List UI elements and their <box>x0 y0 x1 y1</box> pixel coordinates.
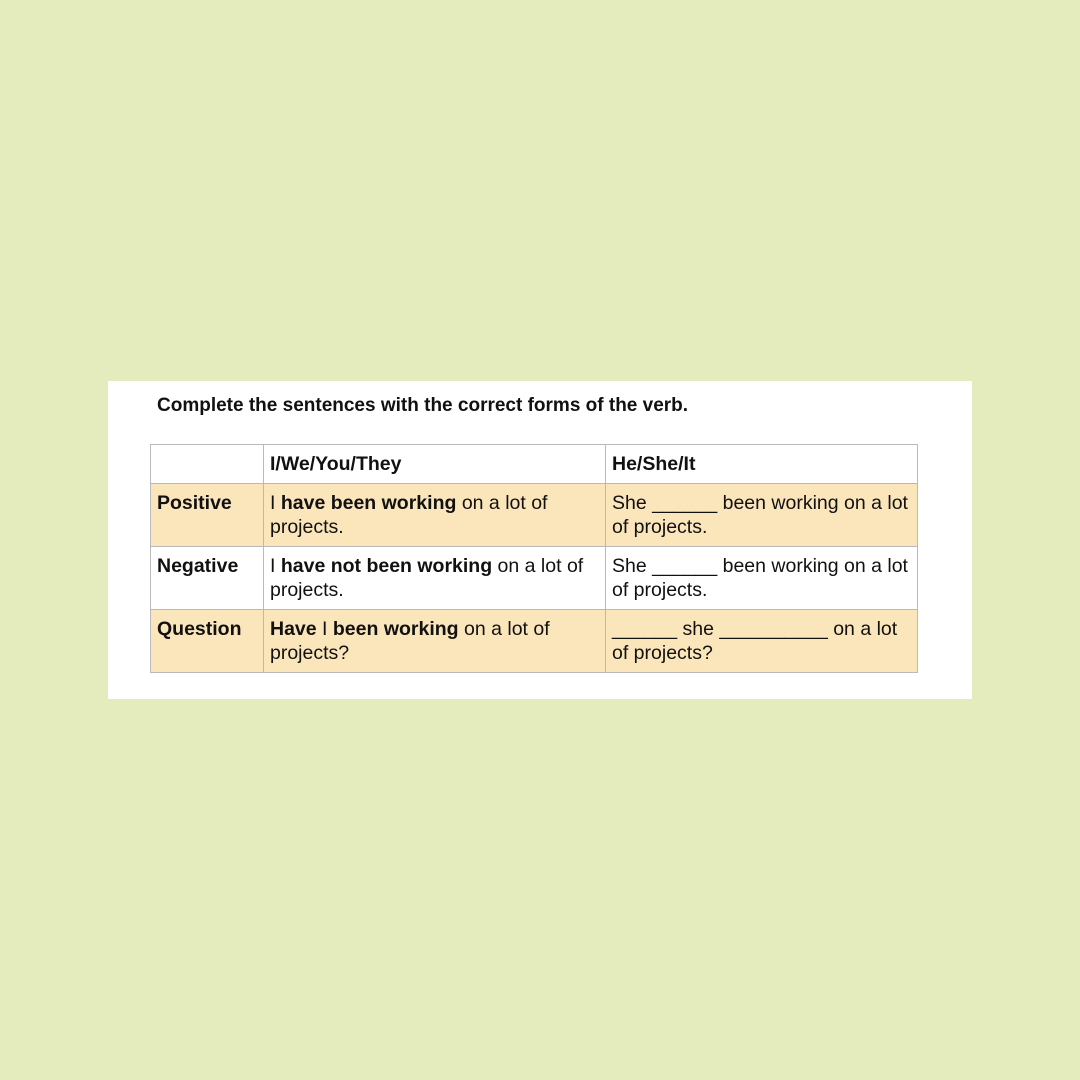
negative-singular-sentence: She ______ been working on a lot of projects. <box>606 547 918 610</box>
header-singular-pronouns: He/She/It <box>606 445 918 484</box>
question-singular-sentence: ______ she __________ on a lot of projects? <box>606 610 918 673</box>
header-blank-cell <box>151 445 264 484</box>
table-row-question <box>151 610 918 673</box>
row-label-positive: Positive <box>151 484 264 547</box>
sentence-text: on a lot of projects. <box>270 555 584 601</box>
worksheet-card <box>108 381 972 699</box>
positive-plural-sentence <box>264 484 606 547</box>
table-row-positive <box>151 484 918 547</box>
verb-form-bold: have been working <box>280 492 457 514</box>
negative-plural-sentence <box>264 547 606 610</box>
verb-form-bold: Have <box>270 618 317 640</box>
sentence-text: I <box>316 618 333 640</box>
sentence-text: I <box>270 555 281 577</box>
sentence-text: on a lot of projects? <box>270 618 550 664</box>
question-plural-sentence <box>264 610 606 673</box>
grammar-table <box>150 444 918 673</box>
verb-form-bold: been working <box>332 618 459 640</box>
header-plural-pronouns: I/We/You/They <box>264 445 606 484</box>
positive-singular-sentence: She ______ been working on a lot of projects. <box>606 484 918 547</box>
row-label-negative: Negative <box>151 547 264 610</box>
table-row-negative <box>151 547 918 610</box>
sentence-text: I <box>270 492 281 514</box>
verb-form-bold: have not been working <box>280 555 493 577</box>
sentence-text: on a lot of projects. <box>270 492 548 538</box>
row-label-question: Question <box>151 610 264 673</box>
instruction-text: Complete the sentences with the correct forms of the verb. <box>157 395 689 416</box>
table-header-row <box>151 445 918 484</box>
